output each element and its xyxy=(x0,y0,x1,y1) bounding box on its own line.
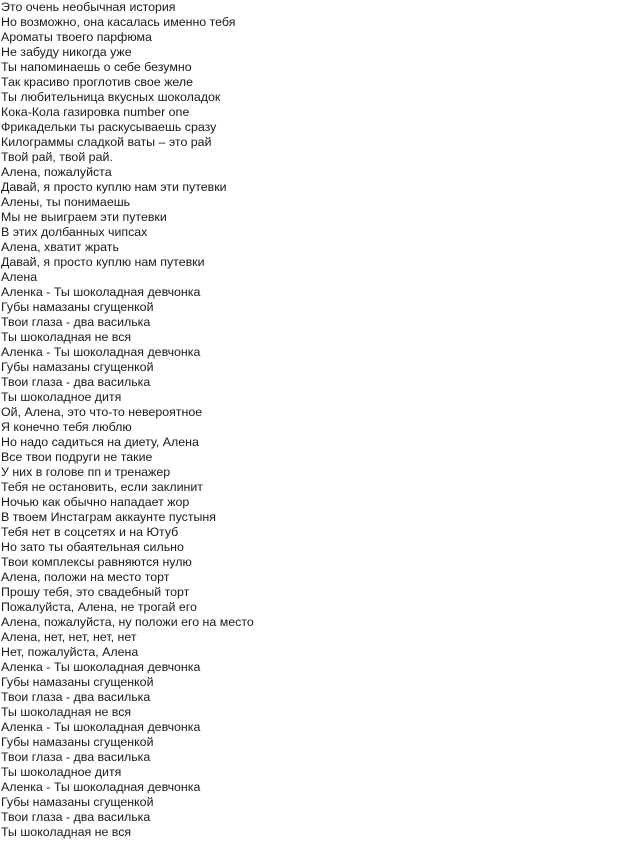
lyric-line: Но надо садиться на диету, Алена xyxy=(1,435,199,449)
lyric-line: Ты шоколадная не вся xyxy=(1,330,132,344)
lyric-line: Ты шоколадное дитя xyxy=(1,765,122,779)
lyric-line: Губы намазаны сгущенкой xyxy=(1,675,154,689)
lyric-line: Аленка - Ты шоколадная девчонка xyxy=(1,720,201,734)
lyric-line: Твои комплексы равняются нулю xyxy=(1,555,192,569)
lyric-line: Алена, хватит жрать xyxy=(1,240,119,254)
lyric-line: Алена xyxy=(1,270,38,284)
lyric-line: Аленка - Ты шоколадная девчонка xyxy=(1,285,201,299)
lyric-line: Твои глаза - два василька xyxy=(1,315,151,329)
lyric-line: Тебя не остановить, если заклинит xyxy=(1,480,203,494)
lyric-line: Нет, пожалуйста, Алена xyxy=(1,645,139,659)
lyric-line: Губы намазаны сгущенкой xyxy=(1,300,154,314)
lyric-line: Алена, положи на место торт xyxy=(1,570,170,584)
lyric-line: Ты шоколадная не вся xyxy=(1,825,132,839)
lyric-line: Тебя нет в соцсетях и на Ютуб xyxy=(1,525,179,539)
lyric-line: Все твои подруги не такие xyxy=(1,450,153,464)
lyric-line: Алены, ты понимаешь xyxy=(1,195,131,209)
lyric-line: Алена, пожалуйста, ну положи его на место xyxy=(1,615,254,629)
lyric-line: Но зато ты обаятельная сильно xyxy=(1,540,184,554)
lyric-line: Ночью как обычно нападает жор xyxy=(1,495,190,509)
lyric-line: Губы намазаны сгущенкой xyxy=(1,735,154,749)
lyric-line: Фрикадельки ты раскусываешь сразу xyxy=(1,120,217,134)
lyric-line: Твой рай, твой рай. xyxy=(1,150,113,164)
lyric-line: Пожалуйста, Алена, не трогай его xyxy=(1,600,197,614)
lyric-line: В твоем Инстаграм аккаунте пустыня xyxy=(1,510,216,524)
lyric-line: Килограммы сладкой ваты – это рай xyxy=(1,135,212,149)
lyric-line: Так красиво проглотив свое желе xyxy=(1,75,193,89)
lyric-line: Это очень необычная история xyxy=(1,0,176,14)
lyric-line: Твои глаза - два василька xyxy=(1,690,151,704)
lyric-line: Ты любительница вкусных шоколадок xyxy=(1,90,221,104)
lyric-line: Алена, пожалуйста xyxy=(1,165,112,179)
lyric-line: Аленка - Ты шоколадная девчонка xyxy=(1,660,201,674)
lyric-line: Твои глаза - два василька xyxy=(1,750,151,764)
lyric-line: Ароматы твоего парфюма xyxy=(1,30,152,44)
lyric-line: Алена, нет, нет, нет, нет xyxy=(1,630,137,644)
lyric-line: Твои глаза - два василька xyxy=(1,810,151,824)
lyric-line: Мы не выиграем эти путевки xyxy=(1,210,167,224)
lyric-line: В этих долбанных чипсах xyxy=(1,225,148,239)
lyric-line: Ты шоколадное дитя xyxy=(1,390,122,404)
lyric-line: Губы намазаны сгущенкой xyxy=(1,795,154,809)
lyric-line: Аленка - Ты шоколадная девчонка xyxy=(1,345,201,359)
lyric-line: У них в голове пп и тренажер xyxy=(1,465,171,479)
lyric-line: Ты шоколадная не вся xyxy=(1,705,132,719)
lyric-line: Твои глаза - два василька xyxy=(1,375,151,389)
lyric-line: Я конечно тебя люблю xyxy=(1,420,132,434)
lyric-line: Давай, я просто куплю нам эти путевки xyxy=(1,180,227,194)
lyric-line: Ты напоминаешь о себе безумно xyxy=(1,60,192,74)
lyric-line: Прошу тебя, это свадебный торт xyxy=(1,585,190,599)
lyric-line: Ой, Алена, это что-то невероятное xyxy=(1,405,203,419)
lyric-line: Аленка - Ты шоколадная девчонка xyxy=(1,780,201,794)
lyric-line: Не забуду никогда уже xyxy=(1,45,132,59)
lyric-line: Давай, я просто куплю нам путевки xyxy=(1,255,205,269)
lyric-line: Но возможно, она касалась именно тебя xyxy=(1,15,236,29)
lyric-line: Губы намазаны сгущенкой xyxy=(1,360,154,374)
lyric-line: Кока-Кола газировка number one xyxy=(1,105,190,119)
